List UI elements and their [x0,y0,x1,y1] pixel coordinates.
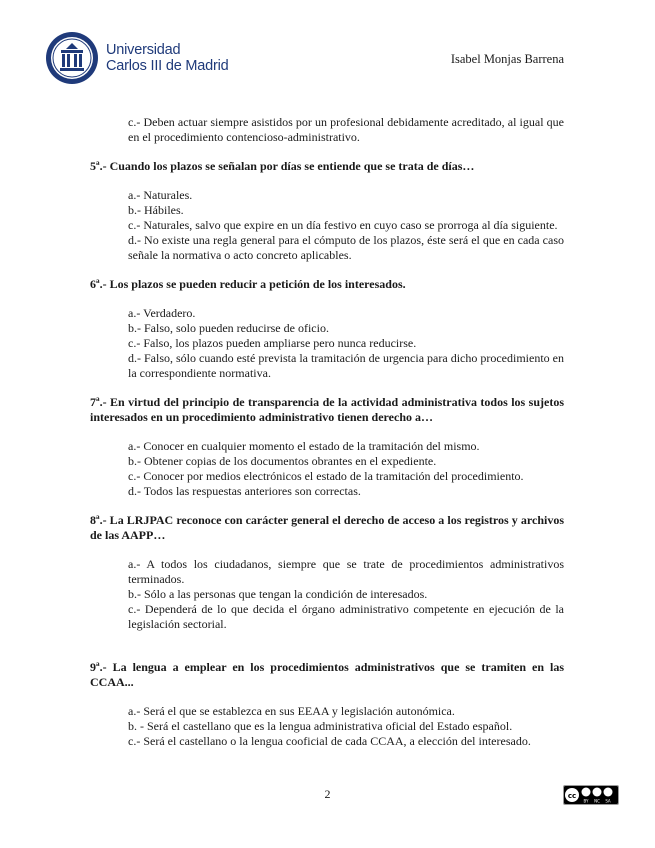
option-item: d.- No existe una regla general para el cómputo de los plazos, éste será el que en cada caso señale la normativa o acto concreto aplicables. [128,233,564,262]
option-item: a.- Conocer en cualquier momento el estado de la tramitación del mismo. [128,439,480,453]
question-9 [90,660,564,749]
university-name-line2: Carlos III de Madrid [106,58,229,74]
option-list [128,557,564,632]
question-8 [90,513,564,632]
option-item: b.- Sólo a las personas que tengan la condición de interesados. [128,587,428,601]
option-list [128,306,564,381]
question-6 [90,277,564,381]
author-name: Isabel Monjas Barrena [450,52,564,66]
question-text: 7ª.- En virtud del principio de transparencia de la actividad administrativa todos los sujetos interesados en un procedimiento administrativo tienen derecho a… [90,395,564,424]
option-list [128,439,564,499]
creative-commons-license-icon [563,785,619,805]
university-name-line1: Universidad [106,42,181,58]
document-body [90,115,564,749]
option-item: c.- Dependerá de lo que decida el órgano administrativo competente en ejecución de la legislación sectorial. [128,602,564,631]
option-item: a.- Será el que se establezca en sus EEAA y legislación autonómica. [128,704,455,718]
previous-question-options [128,115,564,145]
question-text: 8ª.- La LRJPAC reconoce con carácter general el derecho de acceso a los registros y archivos de las AAPP… [90,513,564,542]
option-item: c.- Conocer por medios electrónicos el estado de la tramitación del procedimiento. [128,469,524,483]
option-list [128,188,564,263]
svg-text:cc: cc [567,792,577,800]
university-seal-logo [44,30,100,86]
option-item: b.- Hábiles. [128,203,184,217]
option-item: c.- Será el castellano o la lengua cooficial de cada CCAA, a elección del interesado. [128,734,531,748]
option-item: a.- A todos los ciudadanos, siempre que se trate de procedimientos administrativos terminados. [128,557,564,586]
university-name [106,42,229,74]
option-item: a.- Naturales. [128,188,193,202]
option-item: d.- Todos las respuestas anteriores son correctas. [128,484,361,498]
question-5 [90,159,564,263]
option-item: b.- Obtener copias de los documentos obrantes en el expediente. [128,454,437,468]
question-text: 9ª.- La lengua a emplear en los procedimientos administrativos que se tramiten en las CCAA... [90,660,564,689]
license-nc-label: NC [594,798,600,804]
option-item: c.- Falso, los plazos pueden ampliarse pero nunca reducirse. [128,336,417,350]
question-text: 6ª.- Los plazos se pueden reducir a petición de los interesados. [90,277,406,291]
option-item: d.- Falso, sólo cuando esté prevista la tramitación de urgencia para dicho procedimiento en la correspondiente normativa. [128,351,564,380]
page-header [44,30,564,90]
option-list [128,704,564,749]
license-by-label: BY [583,798,589,804]
option-item: a.- Verdadero. [128,306,196,320]
option-item: b.- Falso, solo pueden reducirse de oficio. [128,321,329,335]
license-sa-label: SA [605,798,611,804]
option-item: c.- Deben actuar siempre asistidos por un profesional debidamente acreditado, al igual que en el procedimiento contencioso-administrativo. [128,115,564,144]
option-item: b. - Será el castellano que es la lengua administrativa oficial del Estado español. [128,719,513,733]
question-7 [90,395,564,499]
page-number: 2 [324,787,331,801]
question-text: 5ª.- Cuando los plazos se señalan por días se entiende que se trata de días… [90,159,475,173]
option-item: c.- Naturales, salvo que expire en un día festivo en cuyo caso se prorroga al día siguiente. [128,218,558,232]
